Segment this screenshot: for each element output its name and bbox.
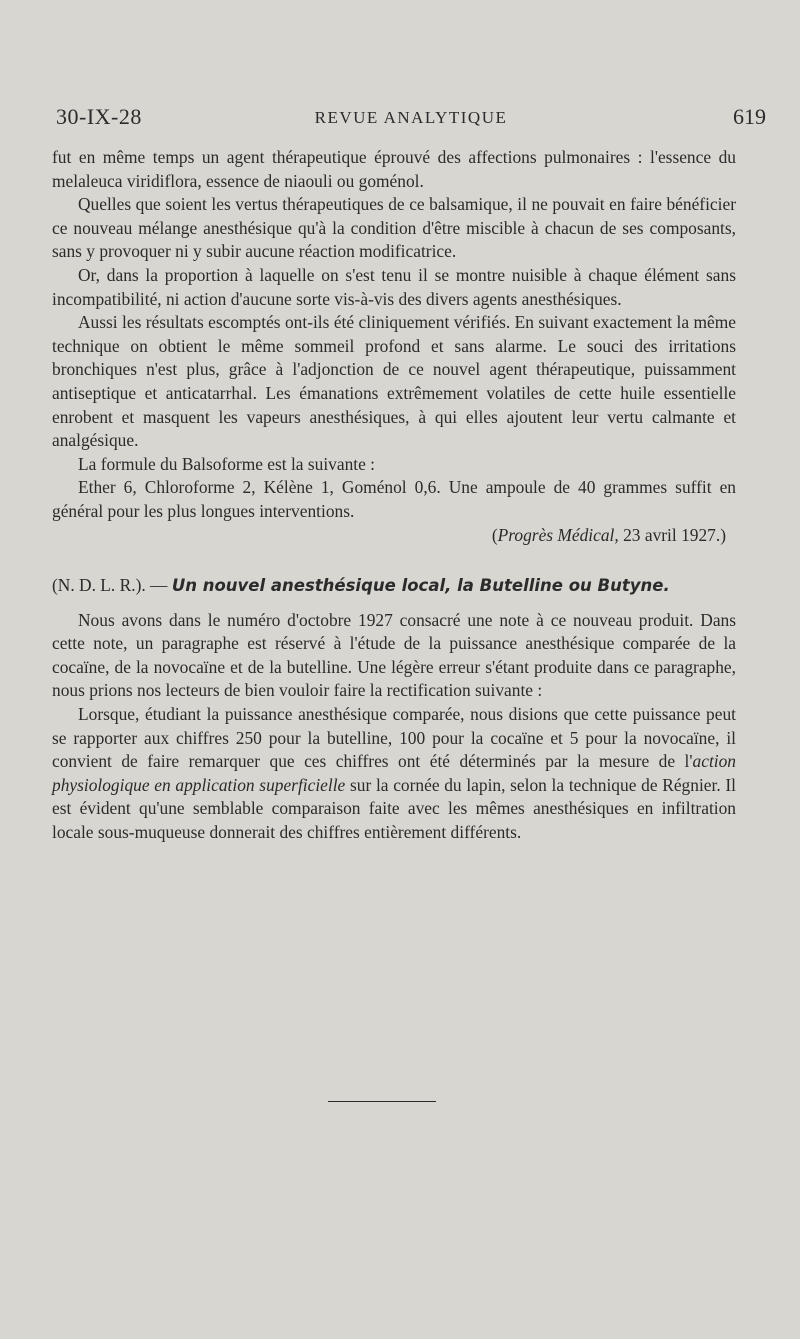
body-text — [52, 146, 736, 845]
paragraph: Quelles que soient les vertus thérapeutiques de ce balsamique, il ne pouvait en faire bénéficier ce nouveau mélange anesthésique qu'à la condition d'être miscible à chacun de ses composants, sans y provoquer ni y subir aucune réaction modificatrice. — [52, 194, 736, 262]
paragraph: Nous avons dans le numéro d'octobre 1927 consacré une note à ce nouveau produit. Dans cette note, un paragraphe est réservé à l'étude de la puissance anesthésique comparée de la cocaïne, de la novocaïne et de la butelline. Une légère erreur s'étant produite dans ce paragraphe, nous prions nos lecteurs de bien vouloir faire la rectification suivante : — [52, 609, 736, 701]
article-author: (N. D. L. R.). — — [52, 575, 168, 596]
journal-title: REVUE ANALYTIQUE — [314, 108, 508, 127]
paragraph: La formule du Balsoforme est la suivante : — [78, 453, 376, 474]
paragraph-text: sur la cornée du lapin, selon la technique de Régnier. Il est évident qu'une semblable comparaison faite avec les mêmes anesthésiques en infiltration locale sous-muqueuse donnerait des chiffres entièrement différents. — [52, 774, 736, 843]
issue-date: 30-IX-28 — [56, 104, 142, 129]
italic-phrase: action physiologique en application superficielle — [52, 751, 736, 795]
paragraph: Or, dans la proportion à laquelle on s'est tenu il se montre nuisible à chaque élément sans incompatibilité, ni action d'aucune sorte vis-à-vis des divers agents anesthésiques. — [52, 264, 736, 309]
paragraph: fut en même temps un agent thérapeutique éprouvé des affections pulmonaires : l'essence du melaleuca viridiflora, essence de niaouli ou goménol. — [52, 147, 736, 191]
paragraph-text: Lorsque, étudiant la puissance anesthésique comparée, nous disions que cette puissance peut se rapporter aux chiffres 250 pour la butelline, 100 pour la cocaïne et 5 pour la novocaïne, il convient de faire remarquer que ces chiffres ont été déterminés par la mesure de l' — [52, 704, 736, 772]
paragraph — [52, 703, 736, 845]
running-header — [56, 104, 766, 134]
article-heading — [52, 574, 736, 598]
paragraph: Aussi les résultats escomptés ont-ils été cliniquement vérifiés. En suivant exactement la même technique on obtient le même sommeil profond et sans alarme. Le souci des irritations bronchiques n'est plus, grâce à l'adjonction de ce nouvel agent thérapeutique, puissamment antiseptique et anticatarrhal. Les émanations extrêmement volatiles de cette huile essentielle enrobent et masquent les vapeurs anesthésiques, à qui elles ajoutent leur vertu calmante et analgésique. — [52, 312, 736, 451]
paragraph: Ether 6, Chloroforme 2, Kélène 1, Goménol 0,6. Une ampoule de 40 grammes suffit en général pour les plus longues interventions. — [52, 477, 736, 521]
article-title: Un nouvel anesthésique local, la Butelline ou Butyne. — [171, 576, 670, 596]
citation: (Progrès Médical, 23 avril 1927.) — [491, 524, 726, 545]
citation-date: 23 avril 1927. — [623, 524, 721, 545]
citation-source: Progrès Médical, — [497, 524, 619, 545]
section-divider — [328, 1101, 436, 1102]
page-number: 619 — [733, 104, 766, 129]
